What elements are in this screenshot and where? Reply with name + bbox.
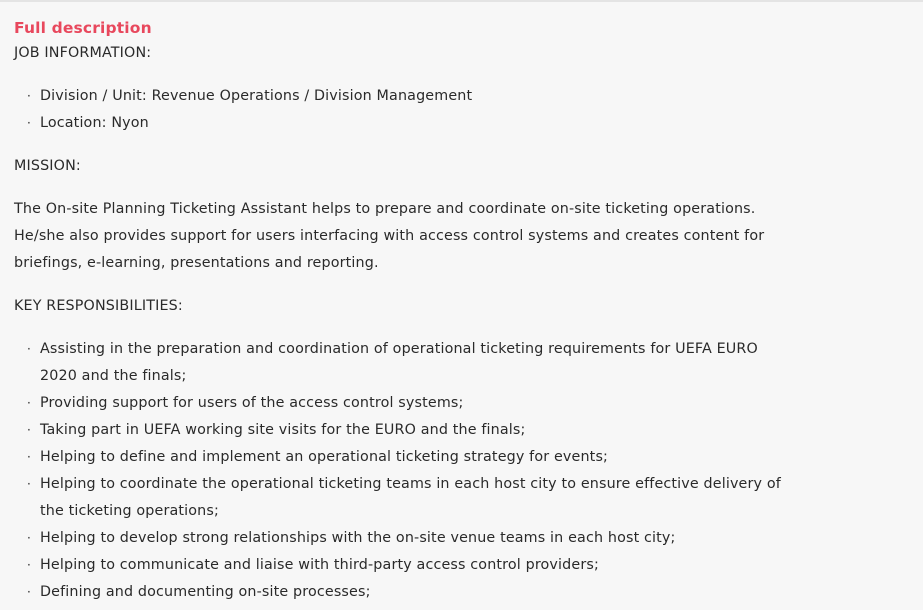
bullet-icon: · xyxy=(27,585,31,599)
list-item xyxy=(14,552,834,579)
bullet-icon: · xyxy=(27,342,31,356)
bullet-icon: · xyxy=(27,423,31,437)
list-item xyxy=(14,83,834,110)
spacer xyxy=(14,180,834,196)
bullet-icon: · xyxy=(27,396,31,410)
list-item xyxy=(14,417,834,444)
list-item-text: Helping to coordinate the operational ticketing teams in each host city to ensure effective delivery of xyxy=(40,476,781,492)
spacer xyxy=(14,277,834,293)
list-item-text: Division / Unit: Revenue Operations / Division Management xyxy=(40,88,473,104)
mission-line: He/she also provides support for users interfacing with access control systems and creates content for xyxy=(14,228,765,244)
list-item-text: Helping to define and implement an operational ticketing strategy for events; xyxy=(40,449,609,465)
list-item xyxy=(14,471,834,525)
list-item xyxy=(14,444,834,471)
spacer xyxy=(14,320,834,336)
list-item-text: Taking part in UEFA working site visits for the EURO and the finals; xyxy=(40,422,526,438)
top-divider xyxy=(0,0,923,2)
bullet-icon: · xyxy=(27,477,31,491)
list-item xyxy=(14,579,834,606)
list-item-text: Providing support for users of the access control systems; xyxy=(40,395,464,411)
list-item-text: Location: Nyon xyxy=(40,115,149,131)
section-title: Full description xyxy=(14,19,152,37)
list-item-text: Helping to communicate and liaise with third-party access control providers; xyxy=(40,557,599,573)
responsibilities-heading: KEY RESPONSIBILITIES: xyxy=(14,298,183,314)
list-item-text: the ticketing operations; xyxy=(40,503,219,519)
bullet-icon: · xyxy=(27,116,31,130)
job-description xyxy=(14,16,834,606)
list-item xyxy=(14,336,834,390)
list-item-text: Helping to develop strong relationships with the on-site venue teams in each host city; xyxy=(40,530,676,546)
list-item xyxy=(14,390,834,417)
spacer xyxy=(14,67,834,83)
mission-heading: MISSION: xyxy=(14,158,81,174)
list-item-text: Defining and documenting on-site processes; xyxy=(40,584,371,600)
job-info-heading: JOB INFORMATION: xyxy=(14,45,152,61)
list-item-text: 2020 and the finals; xyxy=(40,368,187,384)
list-item-text: Assisting in the preparation and coordination of operational ticketing requirements for UEFA EURO xyxy=(40,341,758,357)
mission-line: briefings, e-learning, presentations and reporting. xyxy=(14,255,379,271)
mission-line: The On-site Planning Ticketing Assistant helps to prepare and coordinate on-site ticketing operations. xyxy=(14,201,756,217)
job-info-list xyxy=(14,83,834,137)
bullet-icon: · xyxy=(27,531,31,545)
bullet-icon: · xyxy=(27,558,31,572)
list-item xyxy=(14,110,834,137)
responsibilities-list xyxy=(14,336,834,606)
list-item xyxy=(14,525,834,552)
bullet-icon: · xyxy=(27,89,31,103)
mission-text xyxy=(14,196,834,277)
spacer xyxy=(14,137,834,153)
bullet-icon: · xyxy=(27,450,31,464)
